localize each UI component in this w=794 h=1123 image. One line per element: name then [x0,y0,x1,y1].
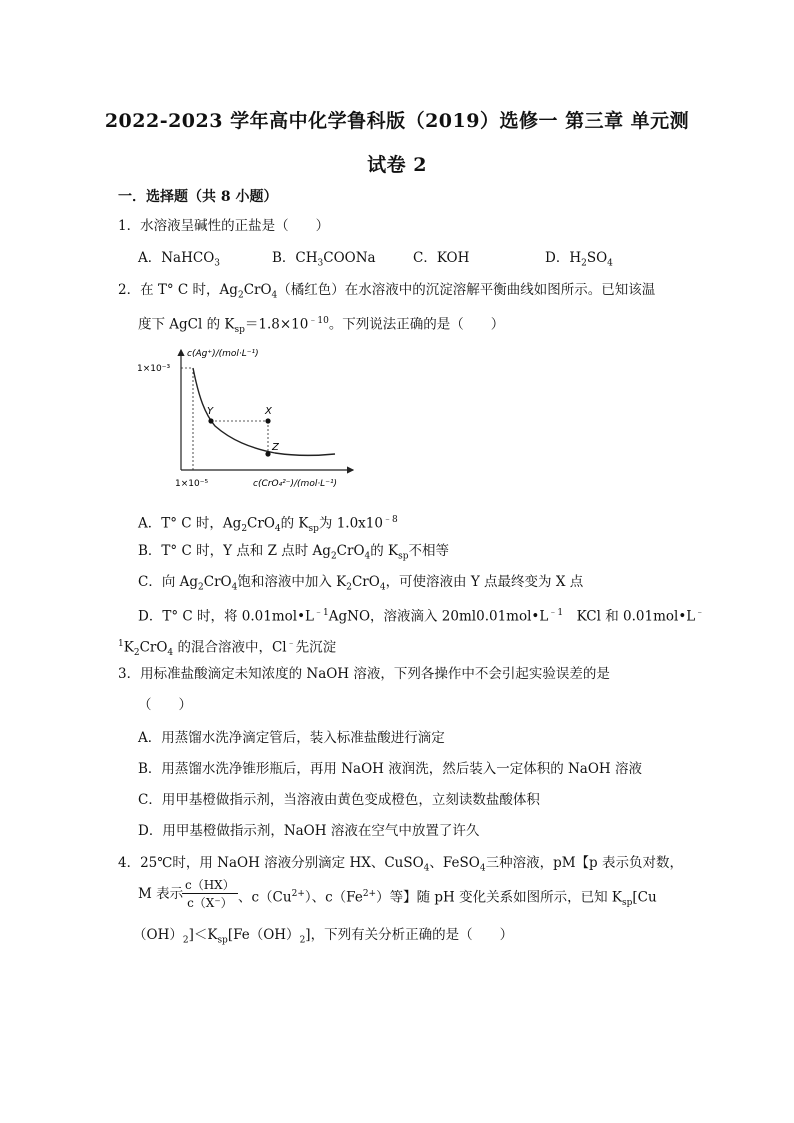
page-title-line2: 试卷 2 [367,154,427,176]
point-x-label: X [265,406,272,417]
y-tick-label: 1×10⁻³ [137,364,171,374]
q4-stem-line2: 、$c(Cu^{2+})$、$c(Fe^{2+})$等】随 pH 变化关系如图所示，已知 $K_{sp}[Cu$ [238,889,657,909]
q2-stem-line1: 2．在 T° C 时，$Ag_2CrO_4$（橘红色）在水溶液中的沉淀溶解平衡曲线如图所示。已知该温 [118,282,656,301]
fraction-numerator: c（HX） [182,876,238,894]
q2-option-a: A．T° C 时，$Ag_2CrO_4$的 $K_{sp}$为 $1.0x10^{﹣8}$ [138,515,398,535]
equilibrium-curve [193,368,335,455]
q4-stem-line2-prefix: M 表示 [138,886,184,902]
q1-stem: 1．水溶液呈碱性的正盐是（ ） [118,218,330,234]
q4-stem-line3: $(OH)_2]<K_{sp}[Fe(OH)_2]$，下列有关分析正确的是（ ） [133,927,514,946]
q3-option-c: C．用甲基橙做指示剂，当溶液由黄色变成橙色，立刻读数盐酸体积 [138,792,540,808]
point-z [265,451,270,456]
q3-option-d: D．用甲基橙做指示剂，NaOH 溶液在空气中放置了许久 [138,823,480,839]
x-tick-label: 1×10⁻⁵ [175,479,209,489]
q1-option-d: D．$H_2SO_4$ [545,250,613,269]
q4-stem-line1: 4．25℃时，用 NaOH 溶液分别滴定 HX、CuSO$_4$、FeSO$_4$三种溶液，pM【p 表示负对数， [118,855,683,874]
q2-option-c: C．向 $Ag_2CrO_4$饱和溶液中加入 $K_2CrO_4$，可使溶液由 Y 点最终变为 X 点 [138,574,584,593]
point-x [265,418,270,423]
q2-option-d-line2: $^1K_2CrO_4$ 的混合溶液中，Cl﹣先沉淀 [118,639,337,659]
solubility-equilibrium-chart [135,340,355,500]
q1-option-a: A．NaHCO$_3$ [138,250,221,269]
point-z-label: Z [272,442,279,453]
q2-option-b: B．T° C 时，Y 点和 Z 点时 $Ag_2CrO_4$的 $K_{sp}$不相等 [138,543,450,562]
q3-stem: 3．用标准盐酸滴定未知浓度的 NaOH 溶液，下列各操作中不会引起实验误差的是 [118,666,610,682]
q3-stem-blank: （ ） [138,697,192,713]
q3-option-a: A．用蒸馏水洗净滴定管后，装入标准盐酸进行滴定 [138,730,445,746]
q3-option-b: B．用蒸馏水洗净锥形瓶后，再用 NaOH 液润洗，然后装入一定体积的 NaOH 溶液 [138,761,642,777]
x-axis-label: c(CrO₄²⁻)/(mol·L⁻¹) [253,479,338,489]
q1-option-c: C．KOH [413,250,470,266]
q2-stem-line2: 度下 AgCl 的 $K_{sp}=1.8\times 10^{﹣10}$。下列说法正确的是（ ） [138,316,505,336]
q1-option-b: B．$CH_3COONa$ [272,250,376,269]
point-y [208,418,213,423]
q2-option-d-line1: D．T° C 时，将 $0.01mol•L^{﹣1}AgNO$，溶液滴入 $20ml0.01mol•L^{﹣1}$ KCl 和 0.01mol•L﹣ [138,608,705,625]
section-heading: 一．选择题（共 8 小题） [118,189,278,205]
q4-fraction [182,876,238,911]
y-axis-label: c(Ag⁺)/(mol·L⁻¹) [187,349,259,359]
fraction-denominator: c（X⁻） [187,896,233,910]
point-y-label: Y [207,406,214,417]
page-title-line1: 2022-2023 学年高中化学鲁科版（2019）选修一 第三章 单元测 [104,110,690,132]
